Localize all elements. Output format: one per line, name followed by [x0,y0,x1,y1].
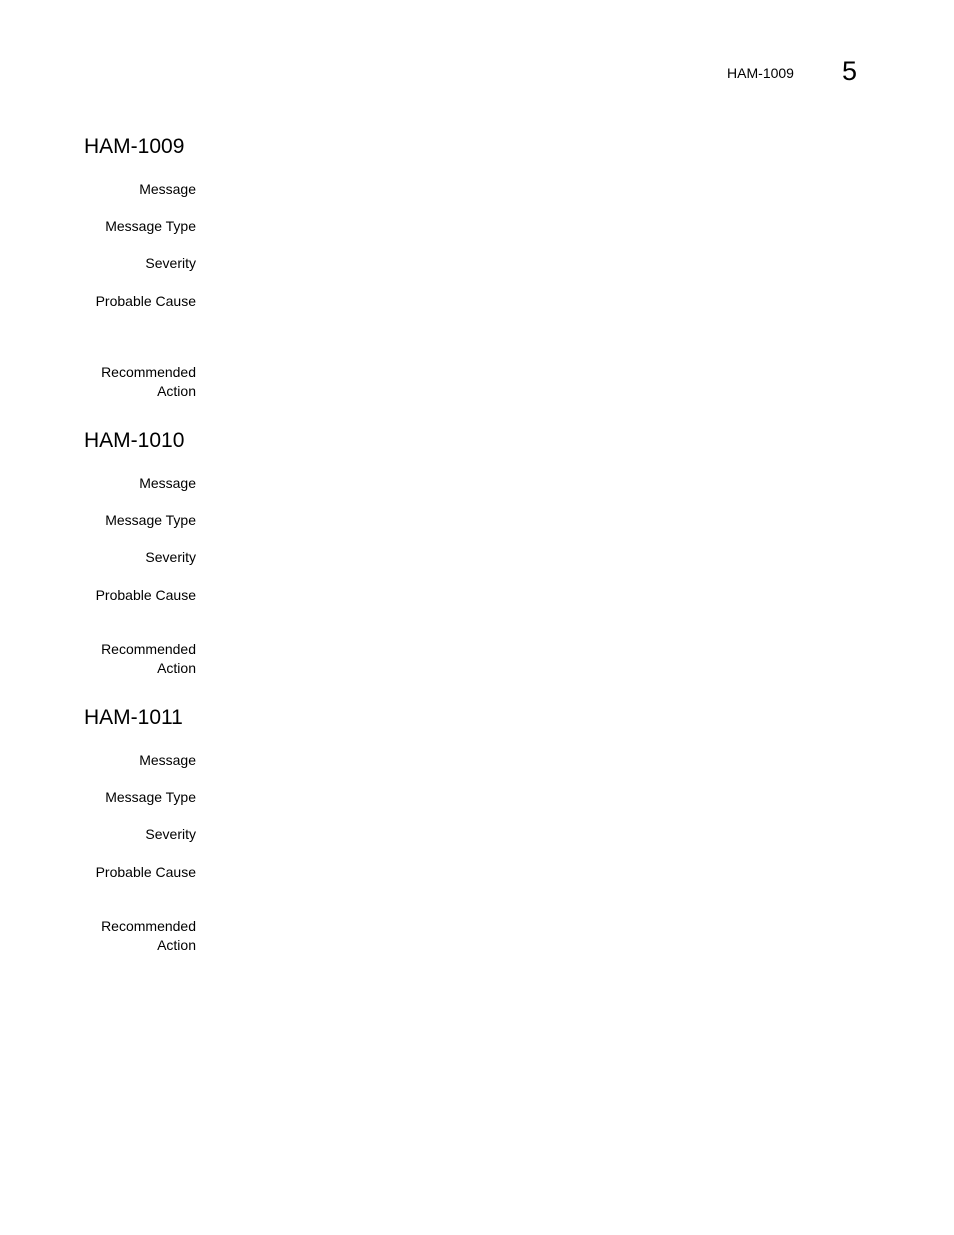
running-header [727,58,857,85]
label-severity: Severity [145,255,196,271]
label-recommended-action: Recommended Action [101,364,196,399]
label-message: Message [139,475,196,491]
label-probable-cause: Probable Cause [95,864,196,880]
section-ham-1010 [84,429,196,676]
label-message-type: Message Type [105,512,196,528]
label-recommended-action: Recommended Action [101,918,196,953]
running-header-title: HAM-1009 [727,65,794,81]
label-probable-cause: Probable Cause [95,587,196,603]
label-severity: Severity [145,826,196,842]
label-severity: Severity [145,549,196,565]
label-probable-cause: Probable Cause [95,293,196,309]
section-title: HAM-1011 [84,706,183,729]
label-message: Message [139,181,196,197]
chapter-number: 5 [841,56,857,86]
label-message-type: Message Type [105,218,196,234]
section-title: HAM-1010 [84,429,185,452]
section-ham-1009 [84,135,196,399]
label-message: Message [139,752,196,768]
label-message-type: Message Type [105,789,196,805]
section-ham-1011 [84,706,196,953]
section-title: HAM-1009 [84,135,185,158]
label-recommended-action: Recommended Action [101,641,196,676]
